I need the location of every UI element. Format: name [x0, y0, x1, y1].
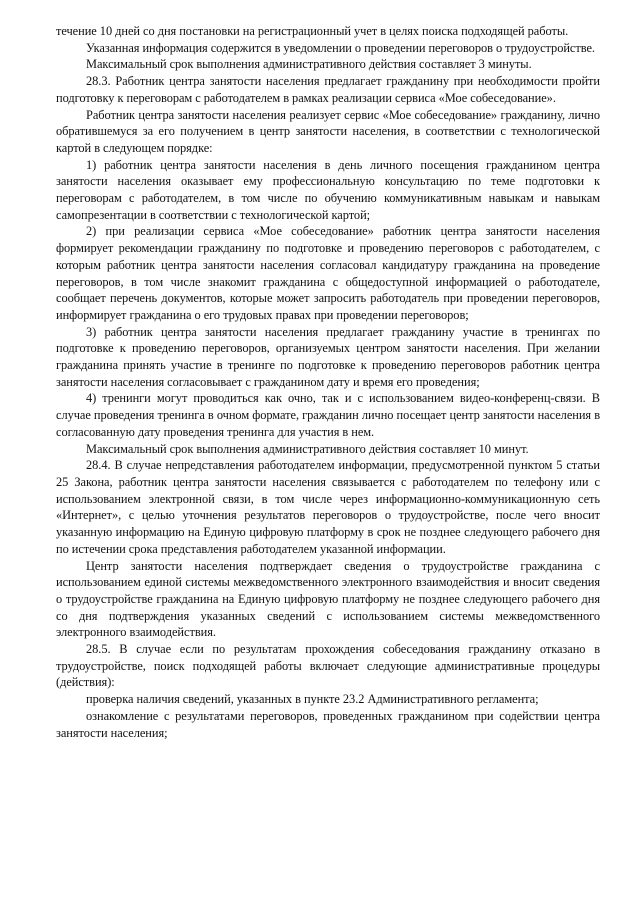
list-item-3: 3) работник центра занятости населения предлагает гражданину участие в тренингах по подготовке к проведению переговоров, организуемых центром занятости населения. При желании гражданина принять участие в тренинге по подготовке к проведению переговоров работник центра занятости населения согласовывает с гражданином дату и время его проведения;: [56, 324, 600, 389]
list-item-2: 2) при реализации сервиса «Мое собеседование» работник центра занятости населения формирует рекомендации гражданину по подготовке и проведению переговоров с работодателем, с которым работник центра занятости населения согласовал кандидатуру гражданина на проведение переговоров, в том числе знакомит гражданина с общедоступной информацией о работодателе, сообщает перечень документов, которые может запросить работодатель при проведении переговоров, информирует гражданина о его трудовых правах при проведении переговоров;: [56, 224, 600, 322]
paragraph-28-5: 28.5. В случае если по результатам прохождения собеседования гражданину отказано в трудоустройстве, поиск подходящей работы включает следующие административные процедуры (действия):: [56, 642, 600, 690]
paragraph-28-3: 28.3. Работник центра занятости населения предлагает гражданину при необходимости пройти подготовку к переговорам с работодателем в рамках реализации сервиса «Мое собеседование».: [56, 74, 600, 105]
procedure-item-review: ознакомление с результатами переговоров, проведенных гражданином при содействии центра занятости населения;: [56, 708, 600, 740]
paragraph-confirmation: Центр занятости населения подтверждает сведения о трудоустройстве гражданина с использованием единой системы межведомственного электронного взаимодействия и вносит сведения о трудоустройстве гражданина на Единую цифровую платформу не позднее следующего рабочего дня со дня подтверждения указанных сведений с использованием системы межведомственного электронного взаимодействия.: [56, 558, 600, 640]
paragraph-max-time-3min: Максимальный срок выполнения административного действия составляет 3 минуты.: [86, 57, 532, 72]
paragraph-notice-info: Указанная информация содержится в уведомлении о проведении переговоров о трудоустройстве.: [86, 40, 595, 55]
list-item-4: 4) тренинги могут проводиться как очно, так и с использованием видео-конференц-связи. В случае проведения тренинга в очном формате, гражданин лично посещает центр занятости населения в согласованную дату проведения тренинга для участия в нем.: [56, 391, 600, 439]
paragraph-continuation: течение 10 дней со дня постановки на регистрационный учет в целях поиска подходящей работы.: [56, 24, 569, 38]
paragraph-max-time-10min: Максимальный срок выполнения административного действия составляет 10 минут.: [86, 441, 529, 456]
paragraph-service-order: Работник центра занятости населения реализует сервис «Мое собеседование» гражданину, лично обратившемуся за его получением в центр занятости населения, в соответствии с технологической картой в следующем порядке:: [56, 107, 600, 155]
paragraph-28-4: 28.4. В случае непредставления работодателем информации, предусмотренной пунктом 5 статьи 25 Закона, работник центра занятости населения связывается с работодателем по телефону или с использованием электронной связи, в том числе через информационно-коммуникационную сеть «Интернет», с целью уточнения результатов переговоров о трудоустройстве, после чего вносит указанную информацию на Единую цифровую платформу в срок не позднее следующего рабочего дня по истечении срока представления работодателем указанной информации.: [56, 458, 600, 556]
list-item-1: 1) работник центра занятости населения в день личного посещения гражданином центра занятости населения оказывает ему профессиональную консультацию по теме подготовки к переговорам с работодателем, в том числе по обучению коммуникативным навыкам и навыкам самопрезентации в соответствии с технологической картой;: [56, 157, 600, 222]
procedure-item-check: проверка наличия сведений, указанных в пункте 23.2 Административного регламента;: [86, 692, 539, 707]
